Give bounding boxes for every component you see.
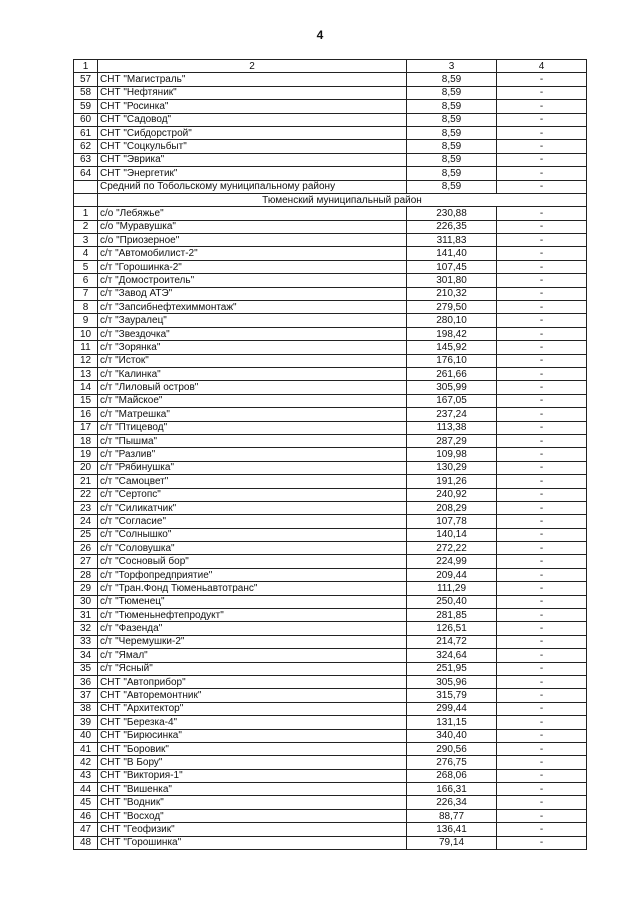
- row-value: 305,99: [407, 381, 497, 394]
- row-mark: -: [497, 220, 587, 233]
- table-row: [74, 73, 587, 86]
- row-value: 340,40: [407, 729, 497, 742]
- row-name: с/т "Ясный": [98, 662, 407, 675]
- row-mark: -: [497, 809, 587, 822]
- row-value: 281,85: [407, 609, 497, 622]
- table-row: [74, 341, 587, 354]
- section-number-cell: [74, 193, 98, 206]
- row-name: СНТ "Садовод": [98, 113, 407, 126]
- row-mark: -: [497, 126, 587, 139]
- table-row: [74, 234, 587, 247]
- row-number: 37: [74, 689, 98, 702]
- row-number: 62: [74, 140, 98, 153]
- row-name: с/т "Тюменьнефтепродукт": [98, 609, 407, 622]
- table-row: [74, 434, 587, 447]
- row-mark: -: [497, 354, 587, 367]
- row-name: с/т "Сосновый бор": [98, 555, 407, 568]
- table-row: [74, 528, 587, 541]
- row-value: 131,15: [407, 716, 497, 729]
- row-value: 290,56: [407, 742, 497, 755]
- row-value: 107,78: [407, 515, 497, 528]
- row-name: с/т "Фазенда": [98, 622, 407, 635]
- row-mark: -: [497, 595, 587, 608]
- table-row: [74, 675, 587, 688]
- row-name: Средний по Тобольскому муниципальному району: [98, 180, 407, 193]
- row-mark: -: [497, 635, 587, 648]
- row-number: 25: [74, 528, 98, 541]
- row-number: 34: [74, 649, 98, 662]
- table-row: [74, 314, 587, 327]
- row-mark: -: [497, 73, 587, 86]
- table-row: [74, 140, 587, 153]
- row-mark: -: [497, 234, 587, 247]
- row-mark: -: [497, 662, 587, 675]
- row-name: с/т "Согласие": [98, 515, 407, 528]
- row-number: 46: [74, 809, 98, 822]
- row-name: СНТ "Нефтяник": [98, 86, 407, 99]
- row-number: 22: [74, 488, 98, 501]
- table-row: [74, 408, 587, 421]
- row-number: 10: [74, 327, 98, 340]
- row-value: 287,29: [407, 434, 497, 447]
- row-mark: -: [497, 528, 587, 541]
- row-number: 30: [74, 595, 98, 608]
- row-name: СНТ "Энергетик": [98, 167, 407, 180]
- row-mark: -: [497, 247, 587, 260]
- row-mark: -: [497, 327, 587, 340]
- table-row: [74, 702, 587, 715]
- row-mark: -: [497, 113, 587, 126]
- table-row: [74, 367, 587, 380]
- row-mark: -: [497, 555, 587, 568]
- row-name: СНТ "Росинка": [98, 100, 407, 113]
- row-mark: -: [497, 207, 587, 220]
- table-row: [74, 113, 587, 126]
- table-row: [74, 595, 587, 608]
- row-name: с/т "Звездочка": [98, 327, 407, 340]
- row-number: 39: [74, 716, 98, 729]
- row-number: 60: [74, 113, 98, 126]
- table-row: [74, 247, 587, 260]
- row-name: с/т "Силикатчик": [98, 501, 407, 514]
- row-number: 7: [74, 287, 98, 300]
- row-mark: -: [497, 434, 587, 447]
- table-row: [74, 488, 587, 501]
- table-row: [74, 86, 587, 99]
- row-number: 41: [74, 742, 98, 755]
- average-row: [74, 180, 587, 193]
- row-mark: -: [497, 609, 587, 622]
- row-mark: -: [497, 448, 587, 461]
- row-mark: -: [497, 180, 587, 193]
- table-row: [74, 662, 587, 675]
- row-number: 20: [74, 461, 98, 474]
- table-row: [74, 381, 587, 394]
- row-value: 301,80: [407, 274, 497, 287]
- row-name: с/т "Тюменец": [98, 595, 407, 608]
- row-value: 272,22: [407, 542, 497, 555]
- row-number: 42: [74, 756, 98, 769]
- row-value: 276,75: [407, 756, 497, 769]
- row-value: 8,59: [407, 140, 497, 153]
- section-row: [74, 193, 587, 206]
- table-row: [74, 769, 587, 782]
- row-number: 16: [74, 408, 98, 421]
- row-mark: -: [497, 341, 587, 354]
- row-name: с/т "Тран.Фонд Тюменьавтотранс": [98, 582, 407, 595]
- row-mark: -: [497, 140, 587, 153]
- row-value: 305,96: [407, 675, 497, 688]
- row-mark: -: [497, 515, 587, 528]
- row-name: СНТ "Водник": [98, 796, 407, 809]
- row-mark: -: [497, 756, 587, 769]
- page-number: 4: [316, 28, 324, 42]
- data-table: [73, 59, 587, 850]
- row-number: 12: [74, 354, 98, 367]
- row-name: СНТ "Геофизик": [98, 823, 407, 836]
- row-number: 17: [74, 421, 98, 434]
- row-number: 45: [74, 796, 98, 809]
- row-name: СНТ "Магистраль": [98, 73, 407, 86]
- table-row: [74, 542, 587, 555]
- row-mark: -: [497, 301, 587, 314]
- row-value: 299,44: [407, 702, 497, 715]
- row-mark: -: [497, 783, 587, 796]
- row-mark: -: [497, 542, 587, 555]
- row-value: 324,64: [407, 649, 497, 662]
- row-number: 24: [74, 515, 98, 528]
- row-value: 140,14: [407, 528, 497, 541]
- row-name: с/т "Разлив": [98, 448, 407, 461]
- row-value: 167,05: [407, 394, 497, 407]
- row-value: 109,98: [407, 448, 497, 461]
- row-number: 63: [74, 153, 98, 166]
- row-value: 311,83: [407, 234, 497, 247]
- row-name: с/т "Домостроитель": [98, 274, 407, 287]
- table-row: [74, 515, 587, 528]
- row-value: 8,59: [407, 73, 497, 86]
- row-number: 5: [74, 260, 98, 273]
- row-name: с/т "Горошинка-2": [98, 260, 407, 273]
- row-value: 209,44: [407, 568, 497, 581]
- table-row: [74, 301, 587, 314]
- table-row: [74, 568, 587, 581]
- row-number: 43: [74, 769, 98, 782]
- row-name: с/о "Муравушка": [98, 220, 407, 233]
- row-value: 214,72: [407, 635, 497, 648]
- row-mark: -: [497, 702, 587, 715]
- row-value: 8,59: [407, 167, 497, 180]
- row-name: с/т "Зауралец": [98, 314, 407, 327]
- row-number: 2: [74, 220, 98, 233]
- row-name: СНТ "Виктория-1": [98, 769, 407, 782]
- table-row: [74, 796, 587, 809]
- row-name: с/т "Соловушка": [98, 542, 407, 555]
- row-number: 38: [74, 702, 98, 715]
- row-mark: -: [497, 86, 587, 99]
- row-value: 224,99: [407, 555, 497, 568]
- row-mark: -: [497, 582, 587, 595]
- table-row: [74, 823, 587, 836]
- row-value: 8,59: [407, 100, 497, 113]
- row-mark: -: [497, 836, 587, 849]
- table-row: [74, 756, 587, 769]
- row-number: 3: [74, 234, 98, 247]
- row-mark: -: [497, 260, 587, 273]
- row-value: 230,88: [407, 207, 497, 220]
- row-name: СНТ "Архитектор": [98, 702, 407, 715]
- row-name: с/т "Торфопредприятие": [98, 568, 407, 581]
- row-mark: -: [497, 421, 587, 434]
- row-name: с/т "Самоцвет": [98, 475, 407, 488]
- column-header-2: 2: [98, 60, 407, 73]
- row-name: с/т "Черемушки-2": [98, 635, 407, 648]
- table-row: [74, 582, 587, 595]
- row-number: 64: [74, 167, 98, 180]
- row-number: 26: [74, 542, 98, 555]
- row-name: с/т "Исток": [98, 354, 407, 367]
- row-name: с/о "Лебяжье": [98, 207, 407, 220]
- row-value: 240,92: [407, 488, 497, 501]
- row-value: 280,10: [407, 314, 497, 327]
- row-number: 8: [74, 301, 98, 314]
- row-value: 111,29: [407, 582, 497, 595]
- row-value: 141,40: [407, 247, 497, 260]
- row-name: с/т "Лиловый остров": [98, 381, 407, 394]
- row-name: с/т "Калинка": [98, 367, 407, 380]
- row-mark: -: [497, 461, 587, 474]
- row-number: 28: [74, 568, 98, 581]
- table-header-row: [74, 60, 587, 73]
- table-row: [74, 689, 587, 702]
- table-row: [74, 809, 587, 822]
- row-value: 8,59: [407, 180, 497, 193]
- row-value: 145,92: [407, 341, 497, 354]
- row-number: 36: [74, 675, 98, 688]
- row-number: 61: [74, 126, 98, 139]
- row-name: СНТ "Авторемонтник": [98, 689, 407, 702]
- table-row: [74, 555, 587, 568]
- row-number: 21: [74, 475, 98, 488]
- row-number: 15: [74, 394, 98, 407]
- row-value: 237,24: [407, 408, 497, 421]
- row-value: 107,45: [407, 260, 497, 273]
- row-name: СНТ "Горошинка": [98, 836, 407, 849]
- row-value: 88,77: [407, 809, 497, 822]
- row-name: с/т "Автомобилист-2": [98, 247, 407, 260]
- row-number: 13: [74, 367, 98, 380]
- table-row: [74, 622, 587, 635]
- row-name: с/т "Зорянка": [98, 341, 407, 354]
- row-name: с/т "Майское": [98, 394, 407, 407]
- table-body: [74, 60, 587, 850]
- table-row: [74, 783, 587, 796]
- row-mark: -: [497, 167, 587, 180]
- row-number: [74, 180, 98, 193]
- table-row: [74, 742, 587, 755]
- table-row: [74, 153, 587, 166]
- row-mark: -: [497, 716, 587, 729]
- row-value: 130,29: [407, 461, 497, 474]
- row-mark: -: [497, 408, 587, 421]
- table-row: [74, 448, 587, 461]
- row-value: 208,29: [407, 501, 497, 514]
- table-row: [74, 836, 587, 849]
- row-number: 48: [74, 836, 98, 849]
- row-name: СНТ "Боровик": [98, 742, 407, 755]
- row-number: 18: [74, 434, 98, 447]
- table-row: [74, 461, 587, 474]
- row-number: 1: [74, 207, 98, 220]
- table-row: [74, 649, 587, 662]
- row-number: 35: [74, 662, 98, 675]
- row-value: 226,34: [407, 796, 497, 809]
- row-mark: -: [497, 675, 587, 688]
- table-row: [74, 501, 587, 514]
- row-number: 44: [74, 783, 98, 796]
- row-mark: -: [497, 769, 587, 782]
- section-title: Тюменский муниципальный район: [98, 193, 587, 206]
- row-number: 31: [74, 609, 98, 622]
- row-name: с/т "Птицевод": [98, 421, 407, 434]
- row-name: СНТ "Сибдорстрой": [98, 126, 407, 139]
- row-name: с/т "Солнышко": [98, 528, 407, 541]
- table-row: [74, 354, 587, 367]
- row-name: СНТ "Соцкульбыт": [98, 140, 407, 153]
- column-header-3: 3: [407, 60, 497, 73]
- row-name: с/т "Завод АТЭ": [98, 287, 407, 300]
- row-number: 23: [74, 501, 98, 514]
- row-number: 57: [74, 73, 98, 86]
- table-row: [74, 287, 587, 300]
- row-value: 198,42: [407, 327, 497, 340]
- row-value: 210,32: [407, 287, 497, 300]
- row-number: 58: [74, 86, 98, 99]
- row-value: 8,59: [407, 113, 497, 126]
- row-name: с/т "Ямал": [98, 649, 407, 662]
- row-mark: -: [497, 622, 587, 635]
- row-value: 251,95: [407, 662, 497, 675]
- table-row: [74, 635, 587, 648]
- row-mark: -: [497, 100, 587, 113]
- row-value: 268,06: [407, 769, 497, 782]
- row-name: с/т "Матрешка": [98, 408, 407, 421]
- row-name: с/т "Сертопс": [98, 488, 407, 501]
- row-value: 191,26: [407, 475, 497, 488]
- row-number: 9: [74, 314, 98, 327]
- table-row: [74, 421, 587, 434]
- row-name: с/т "Рябинушка": [98, 461, 407, 474]
- row-number: 32: [74, 622, 98, 635]
- row-value: 226,35: [407, 220, 497, 233]
- row-name: СНТ "Автоприбор": [98, 675, 407, 688]
- row-name: СНТ "Восход": [98, 809, 407, 822]
- row-mark: -: [497, 823, 587, 836]
- row-number: 33: [74, 635, 98, 648]
- row-value: 8,59: [407, 126, 497, 139]
- row-value: 176,10: [407, 354, 497, 367]
- row-number: 29: [74, 582, 98, 595]
- row-value: 8,59: [407, 153, 497, 166]
- row-mark: -: [497, 394, 587, 407]
- row-name: с/о "Приозерное": [98, 234, 407, 247]
- row-number: 4: [74, 247, 98, 260]
- row-number: 19: [74, 448, 98, 461]
- row-value: 166,31: [407, 783, 497, 796]
- table-row: [74, 100, 587, 113]
- row-value: 8,59: [407, 86, 497, 99]
- row-number: 27: [74, 555, 98, 568]
- table-row: [74, 609, 587, 622]
- table-row: [74, 260, 587, 273]
- row-mark: -: [497, 367, 587, 380]
- row-mark: -: [497, 742, 587, 755]
- row-number: 59: [74, 100, 98, 113]
- row-mark: -: [497, 568, 587, 581]
- row-number: 40: [74, 729, 98, 742]
- row-number: 47: [74, 823, 98, 836]
- row-mark: -: [497, 729, 587, 742]
- row-mark: -: [497, 381, 587, 394]
- column-header-4: 4: [497, 60, 587, 73]
- row-name: СНТ "Эврика": [98, 153, 407, 166]
- table-row: [74, 207, 587, 220]
- row-name: СНТ "В Бору": [98, 756, 407, 769]
- row-mark: -: [497, 475, 587, 488]
- row-value: 113,38: [407, 421, 497, 434]
- table-row: [74, 729, 587, 742]
- table-row: [74, 126, 587, 139]
- table-row: [74, 274, 587, 287]
- row-name: с/т "Пышма": [98, 434, 407, 447]
- table-row: [74, 475, 587, 488]
- row-value: 136,41: [407, 823, 497, 836]
- table-row: [74, 220, 587, 233]
- column-header-1: 1: [74, 60, 98, 73]
- row-name: с/т "Запсибнефтехиммонтаж": [98, 301, 407, 314]
- row-name: СНТ "Бирюсинка": [98, 729, 407, 742]
- row-number: 14: [74, 381, 98, 394]
- row-mark: -: [497, 689, 587, 702]
- row-number: 11: [74, 341, 98, 354]
- table-row: [74, 716, 587, 729]
- row-value: 126,51: [407, 622, 497, 635]
- row-mark: -: [497, 488, 587, 501]
- row-mark: -: [497, 796, 587, 809]
- row-mark: -: [497, 501, 587, 514]
- row-value: 261,66: [407, 367, 497, 380]
- row-value: 79,14: [407, 836, 497, 849]
- row-mark: -: [497, 287, 587, 300]
- table-row: [74, 167, 587, 180]
- table-row: [74, 394, 587, 407]
- row-mark: -: [497, 314, 587, 327]
- row-name: СНТ "Вишенка": [98, 783, 407, 796]
- row-value: 279,50: [407, 301, 497, 314]
- table-row: [74, 327, 587, 340]
- row-number: 6: [74, 274, 98, 287]
- row-value: 250,40: [407, 595, 497, 608]
- row-value: 315,79: [407, 689, 497, 702]
- row-name: СНТ "Березка-4": [98, 716, 407, 729]
- row-mark: -: [497, 274, 587, 287]
- row-mark: -: [497, 649, 587, 662]
- row-mark: -: [497, 153, 587, 166]
